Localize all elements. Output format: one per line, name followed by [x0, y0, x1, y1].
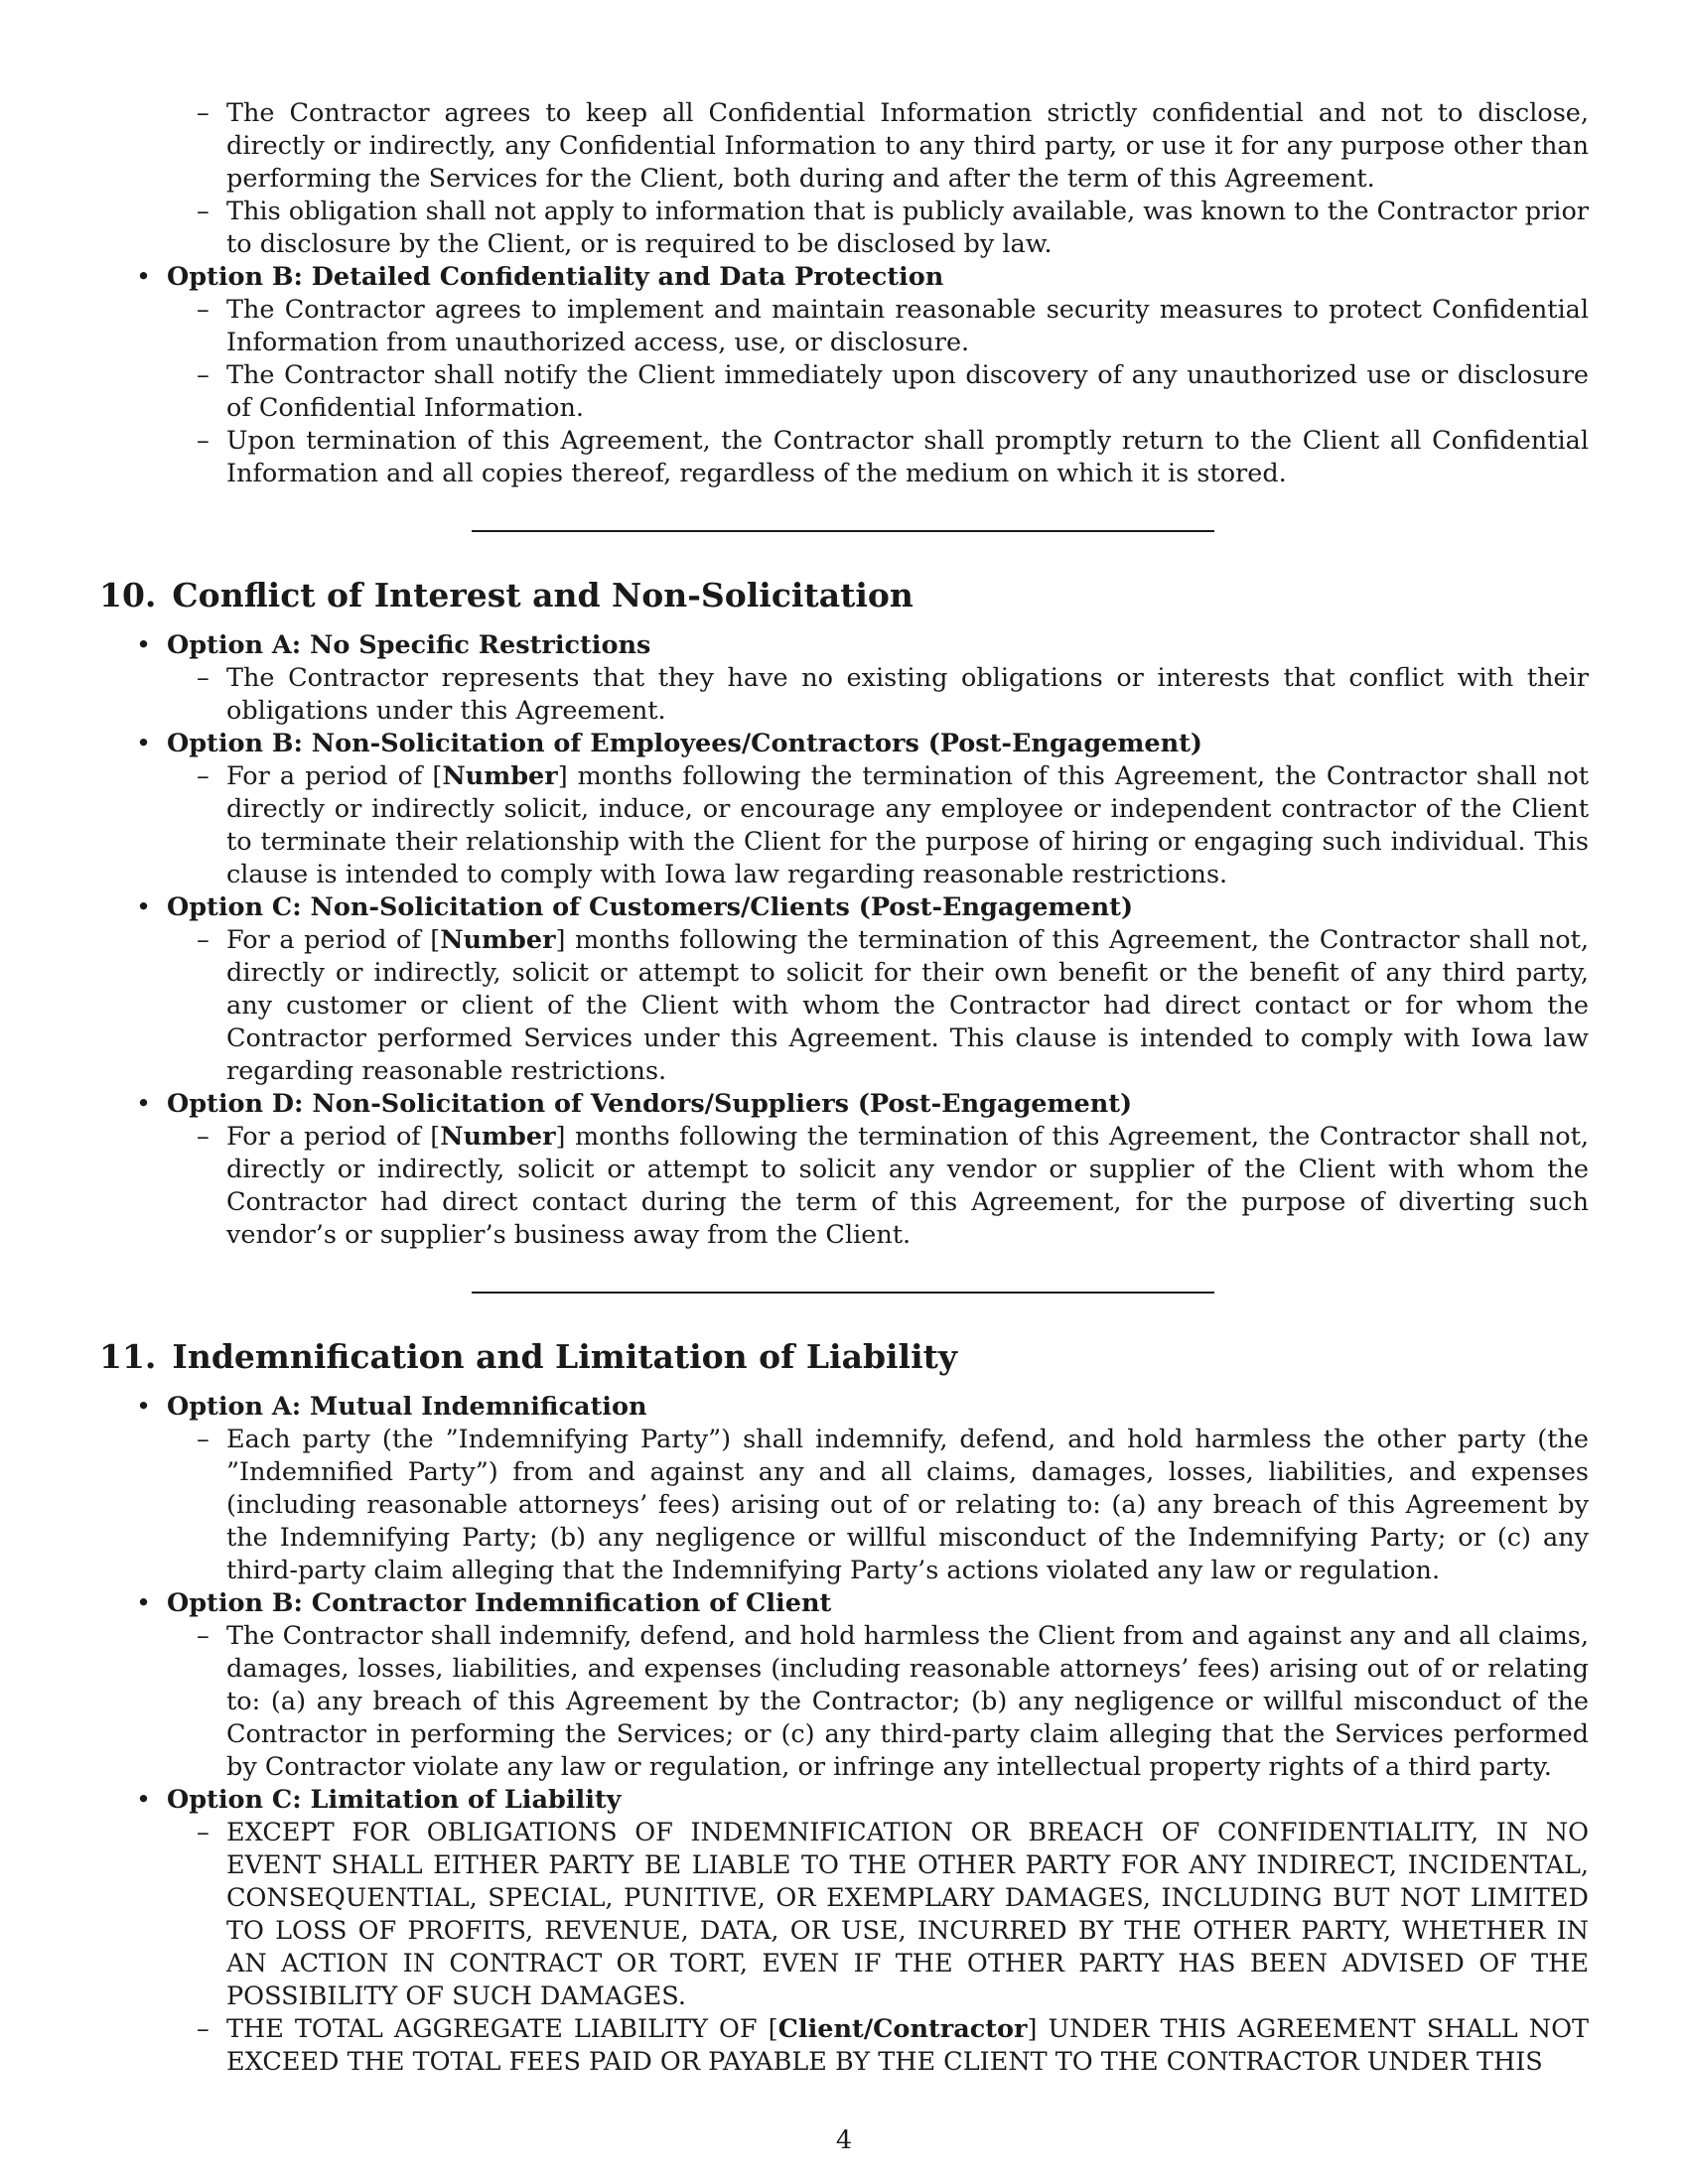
- option-label: Option C: Non-Solicitation of Customers/Clients (Post-Engagement): [167, 892, 1134, 922]
- clause-text: – The Contractor agrees to keep all Confidential Information strictly confidential and not to disclose, directly or indirectly, any Confidential Information to any third party, or use it for any purpose other than performing the Services for the Client, both during and after the term of this Agreement.: [99, 97, 1589, 196]
- option-heading: [99, 728, 1589, 760]
- option-label: Option B: Non-Solicitation of Employees/Contractors (Post-Engagement): [167, 729, 1202, 758]
- clause-text-part: ] months following the termination of this Agreement, the Contractor shall not, directly or indirectly, solicit or attempt to solicit for their own benefit or the benefit of any third party, any customer or client of the Client with whom the Contractor had direct contact or for whom the Contractor performed Services under this Agreement. This clause is intended to comply with Iowa law regarding reasonable restrictions.: [226, 925, 1589, 1086]
- clause-text: – The Contractor agrees to implement and maintain reasonable security measures to protect Confidential Information from unauthorized access, use, or disclosure.: [99, 294, 1589, 359]
- option-heading: [99, 891, 1589, 924]
- bullet-icon: •: [136, 1392, 152, 1422]
- option-heading: [99, 1587, 1589, 1620]
- bullet-icon: •: [136, 729, 152, 758]
- section-9-continuation: [99, 97, 1589, 490]
- option-label: Option A: No Specific Restrictions: [167, 630, 651, 660]
- section-11-body: [99, 1391, 1589, 2079]
- clause-text-part: ] UNDER THIS AGREEMENT SHALL NOT EXCEED THE TOTAL FEES PAID OR PAYABLE BY THE CLIENT TO THE CONTRACTOR UNDER THIS: [226, 2014, 1589, 2077]
- clause-text: – The Contractor shall notify the Client immediately upon discovery of any unauthorized use or disclosure of Confidential Information.: [99, 359, 1589, 425]
- clause-text-part: ] months following the termination of this Agreement, the Contractor shall not directly or indirectly solicit, induce, or encourage any employee or independent contractor of the Client to terminate their relationship with the Client for the purpose of hiring or engaging such individual. This clause is intended to comply with Iowa law regarding reasonable restrictions.: [226, 761, 1589, 889]
- option-heading: [99, 1391, 1589, 1424]
- clause-text: [99, 2013, 1589, 2079]
- clause-text: – The Contractor shall indemnify, defend, and hold harmless the Client from and against any and all claims, damages, losses, liabilities, and expenses (including reasonable attorneys’ fees) arising out of or relating to: (a) any breach of this Agreement by the Contractor; (b) any negligence or willful misconduct of the Contractor in performing the Services; or (c) any third-party claim alleging that the Services performed by Contractor violate any law or regulation, or infringe any intellectual property rights of a third party.: [99, 1620, 1589, 1784]
- section-10-heading: [99, 576, 1589, 615]
- option-heading: [99, 261, 1589, 294]
- section-title: Conflict of Interest and Non-Solicitation: [172, 576, 914, 614]
- clause-text-part: For a period of [: [226, 1122, 441, 1152]
- clause-text: – Each party (the ”Indemnifying Party”) shall indemnify, defend, and hold harmless the other party (the ”Indemnified Party”) from and against any and all claims, damages, losses, liabilities, and expenses (including reasonable attorneys’ fees) arising out of or relating to: (a) any breach of this Agreement by the Indemnifying Party; (b) any negligence or willful misconduct of the Indemnifying Party; or (c) any third-party claim alleging that the Indemnifying Party’s actions violated any law or regulation.: [99, 1424, 1589, 1587]
- clause-text-part: THE TOTAL AGGREGATE LIABILITY OF [: [226, 2014, 778, 2044]
- option-label: Option A: Mutual Indemnification: [167, 1392, 647, 1422]
- section-11-heading: [99, 1337, 1589, 1377]
- option-heading: [99, 629, 1589, 662]
- bullet-icon: •: [136, 1588, 152, 1618]
- page-number: 4: [835, 2125, 853, 2155]
- clause-text: – This obligation shall not apply to information that is publicly available, was known to the Contractor prior to disclosure by the Client, or is required to be disclosed by law.: [99, 196, 1589, 261]
- bullet-icon: •: [136, 892, 152, 922]
- document-page: [99, 97, 1589, 2079]
- clause-text: – The Contractor represents that they have no existing obligations or interests that conflict with their obligations under this Agreement.: [99, 662, 1589, 728]
- section-title: Indemnification and Limitation of Liability: [172, 1337, 958, 1376]
- option-heading: [99, 1784, 1589, 1817]
- clause-text: [99, 760, 1589, 891]
- bullet-icon: •: [136, 1089, 152, 1119]
- section-number: 10.: [99, 576, 157, 614]
- placeholder-field: Number: [440, 1122, 556, 1152]
- option-label: Option D: Non-Solicitation of Vendors/Suppliers (Post-Engagement): [167, 1089, 1133, 1119]
- placeholder-field: Client/Contractor: [777, 2014, 1028, 2044]
- option-label: Option B: Contractor Indemnification of Client: [167, 1588, 832, 1618]
- placeholder-field: Number: [440, 925, 556, 955]
- section-number: 11.: [99, 1337, 157, 1376]
- bullet-icon: •: [136, 630, 152, 660]
- clause-text: [99, 1121, 1589, 1252]
- clause-text-part: For a period of [: [226, 761, 443, 791]
- clause-text: – Upon termination of this Agreement, the Contractor shall promptly return to the Client all Confidential Information and all copies thereof, regardless of the medium on which it is stored.: [99, 425, 1589, 490]
- section-divider: [472, 530, 1214, 532]
- option-label: Option C: Limitation of Liability: [167, 1785, 622, 1815]
- clause-text-part: ] months following the termination of this Agreement, the Contractor shall not, directly or indirectly, solicit or attempt to solicit any vendor or supplier of the Client with whom the Contractor had direct contact during the term of this Agreement, for the purpose of diverting such vendor’s or supplier’s business away from the Client.: [226, 1122, 1589, 1250]
- bullet-icon: •: [136, 262, 152, 292]
- clause-text: [99, 924, 1589, 1088]
- section-divider: [472, 1292, 1214, 1294]
- clause-text: – EXCEPT FOR OBLIGATIONS OF INDEMNIFICATION OR BREACH OF CONFIDENTIALITY, IN NO EVENT SHALL EITHER PARTY BE LIABLE TO THE OTHER PARTY FOR ANY INDIRECT, INCIDENTAL, CONSEQUENTIAL, SPECIAL, PUNITIVE, OR EXEMPLARY DAMAGES, INCLUDING BUT NOT LIMITED TO LOSS OF PROFITS, REVENUE, DATA, OR USE, INCURRED BY THE OTHER PARTY, WHETHER IN AN ACTION IN CONTRACT OR TORT, EVEN IF THE OTHER PARTY HAS BEEN ADVISED OF THE POSSIBILITY OF SUCH DAMAGES.: [99, 1817, 1589, 2013]
- placeholder-field: Number: [442, 761, 558, 791]
- bullet-icon: •: [136, 1785, 152, 1815]
- clause-text-part: For a period of [: [226, 925, 441, 955]
- option-heading: [99, 1088, 1589, 1121]
- option-label: Option B: Detailed Confidentiality and Data Protection: [167, 262, 944, 292]
- section-10-body: [99, 629, 1589, 1252]
